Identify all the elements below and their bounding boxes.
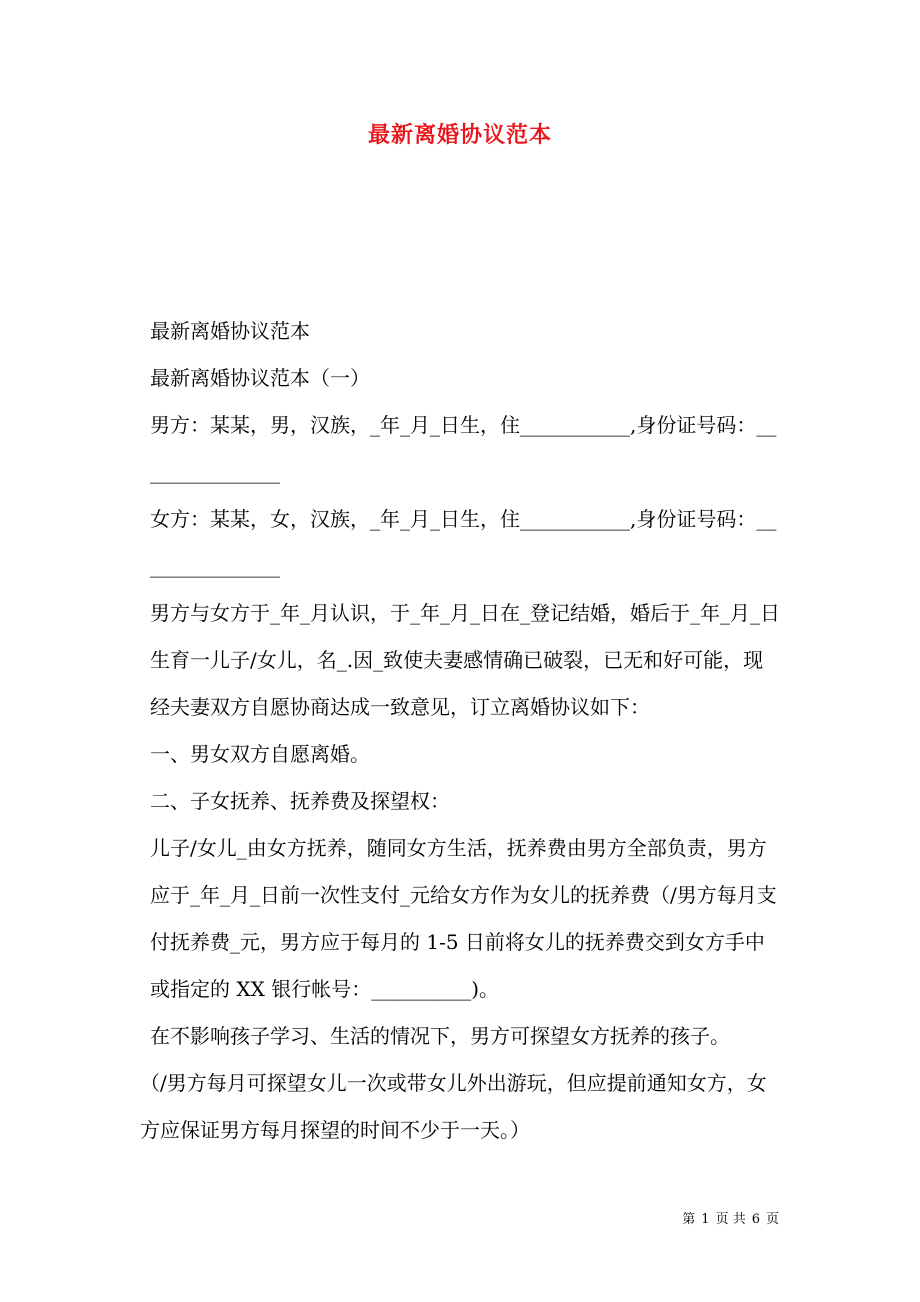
paragraph-visitation-detail: （/男方每月可探望女儿一次或带女儿外出游玩，但应提前通知女方，女方应保证男方每月探望的时间不少于一天。） (140, 1071, 767, 1142)
page-number (679, 1208, 782, 1227)
document-body (140, 308, 782, 1154)
paragraph-child-support: 儿子/女儿_由女方抚养，随同女方生活，抚养费由男方全部负责，男方应于_年_月_日前一次性支付_元给女方作为女儿的抚养费（/男方每月支付抚养费_元，男方应于每月的 1-5 日前将女儿的抚养费交到女方手中或指定的 XX 银行帐号：__________)。 (150, 836, 777, 1001)
document-title: 最新离婚协议范本 (367, 122, 552, 148)
paragraph-female-party: 女方：某某，女，汉族，_年_月_日生，住___________,身份证号码：_______________ (150, 507, 777, 578)
paragraph-subheading: 最新离婚协议范本（一） (150, 366, 370, 390)
total-pages: 6 (751, 1212, 760, 1227)
paragraph-background: 男方与女方于_年_月认识，于_年_月_日在_登记结婚，婚后于_年_月_日生育一儿子/女儿，名_.因_致使夫妻感情确已破裂，已无和好可能，现经夫妻双方自愿协商达成一致意见，订立离婚协议如下： (150, 601, 780, 719)
paragraph-visitation: 在不影响孩子学习、生活的情况下，男方可探望女方抚养的孩子。 (150, 1024, 730, 1048)
paragraph-male-party: 男方：某某，男，汉族，_年_月_日生，住___________,身份证号码：_______________ (150, 413, 777, 484)
current-page: 1 (701, 1212, 710, 1227)
paragraph-clause-2: 二、子女抚养、抚养费及探望权： (150, 789, 450, 813)
page-label-suffix: 页 (765, 1212, 779, 1227)
paragraph-clause-1: 一、男女双方自愿离婚。 (150, 742, 370, 766)
page-label-prefix: 第 (682, 1212, 696, 1227)
page-label-mid: 页 共 (715, 1212, 746, 1227)
paragraph-heading: 最新离婚协议范本 (150, 319, 310, 343)
